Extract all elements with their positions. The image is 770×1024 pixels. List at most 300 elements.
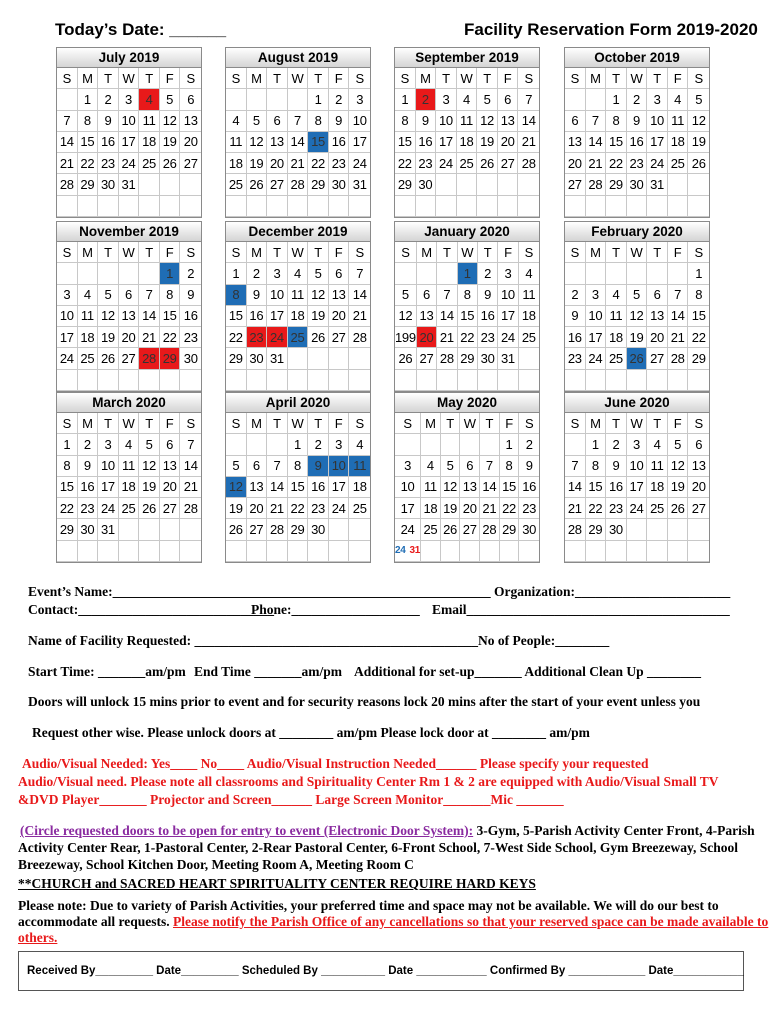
doors-list-3[interactable]: Breezeway, School Kitchen Door, Meeting Room A, Meeting Room C	[18, 857, 414, 872]
day-cell[interactable]: 13	[247, 477, 268, 498]
day-cell[interactable]: 18	[139, 132, 160, 153]
day-cell[interactable]: 23	[519, 498, 539, 519]
day-cell[interactable]: 29	[226, 348, 247, 369]
day-cell[interactable]: 4	[668, 89, 689, 110]
day-cell[interactable]: 2	[180, 263, 201, 284]
day-cell[interactable]: 2	[78, 434, 99, 455]
day-cell[interactable]: 11	[349, 456, 370, 477]
day-cell[interactable]: 24	[98, 498, 119, 519]
day-cell[interactable]: 5	[688, 89, 709, 110]
day-cell[interactable]: 8	[226, 285, 247, 306]
day-cell[interactable]: 27	[417, 348, 437, 369]
day-cell[interactable]: 10	[98, 456, 119, 477]
event-name-field[interactable]: Event’s Name:________________________________________________________ Organization:_______________________	[28, 584, 731, 599]
day-cell[interactable]: 8	[395, 111, 416, 132]
day-cell[interactable]: 22	[226, 327, 247, 348]
setup-cleanup-field[interactable]: Additional for set-up_______ Additional Clean Up ________	[354, 664, 702, 679]
day-cell[interactable]: 22	[606, 153, 627, 174]
day-cell[interactable]: 27	[329, 327, 350, 348]
day-cell[interactable]: 22	[688, 327, 709, 348]
day-cell[interactable]: 26	[247, 174, 268, 195]
office-use-fields[interactable]: Received By_________ Date_________ Scheduled By __________ Date ___________ Confirmed By ____________ Date___________	[27, 965, 744, 977]
day-cell[interactable]: 5	[98, 285, 119, 306]
day-cell[interactable]: 2	[565, 285, 586, 306]
day-cell[interactable]: 10	[267, 285, 288, 306]
day-cell[interactable]: 13	[565, 132, 586, 153]
day-cell[interactable]: 29	[395, 174, 416, 195]
day-cell[interactable]: 29	[288, 519, 309, 540]
day-cell[interactable]: 25	[606, 348, 627, 369]
day-cell[interactable]: 17	[436, 132, 457, 153]
day-cell[interactable]: 3	[395, 456, 421, 477]
day-cell[interactable]: 26	[226, 519, 247, 540]
day-cell[interactable]: 8	[500, 456, 520, 477]
day-cell[interactable]: 16	[478, 306, 498, 327]
day-cell[interactable]: 12	[139, 456, 160, 477]
day-cell[interactable]: 17	[267, 306, 288, 327]
day-cell[interactable]: 22	[160, 327, 181, 348]
day-cell[interactable]: 15	[57, 477, 78, 498]
day-cell[interactable]: 14	[518, 111, 539, 132]
day-cell[interactable]: 27	[160, 498, 181, 519]
day-cell[interactable]: 1	[586, 434, 607, 455]
day-cell[interactable]: 5	[477, 89, 498, 110]
day-cell[interactable]: 21	[565, 498, 586, 519]
day-cell[interactable]: 6	[417, 285, 437, 306]
day-cell[interactable]: 21	[518, 132, 539, 153]
day-cell[interactable]: 19	[308, 306, 329, 327]
day-cell[interactable]: 28	[437, 348, 457, 369]
day-cell[interactable]: 11	[226, 132, 247, 153]
day-cell[interactable]: 31	[119, 174, 140, 195]
day-cell[interactable]: 27	[460, 519, 480, 540]
day-cell[interactable]: 4	[119, 434, 140, 455]
day-cell[interactable]: 15	[688, 306, 709, 327]
day-cell[interactable]: 26	[98, 348, 119, 369]
day-cell[interactable]: 11	[668, 111, 689, 132]
door-times-field[interactable]: Request other wise. Please unlock doors at ________ am/pm Please lock door at ________ am/pm	[32, 725, 590, 740]
day-cell[interactable]: 8	[586, 456, 607, 477]
day-cell[interactable]: 22	[458, 327, 478, 348]
day-cell[interactable]: 15	[395, 132, 416, 153]
day-cell[interactable]: 21	[480, 498, 500, 519]
day-cell[interactable]: 20	[160, 477, 181, 498]
day-cell[interactable]: 15	[78, 132, 99, 153]
day-cell[interactable]: 4	[288, 263, 309, 284]
day-cell[interactable]: 19	[139, 477, 160, 498]
day-cell[interactable]: 14	[480, 477, 500, 498]
day-cell[interactable]: 16	[627, 132, 648, 153]
day-cell[interactable]: 7	[565, 456, 586, 477]
day-cell[interactable]: 28	[57, 174, 78, 195]
day-cell[interactable]: 7	[437, 285, 457, 306]
day-cell[interactable]: 14	[267, 477, 288, 498]
day-cell[interactable]: 20	[460, 498, 480, 519]
day-cell[interactable]: 18	[349, 477, 370, 498]
day-cell[interactable]: 4	[139, 89, 160, 110]
day-cell[interactable]: 31	[498, 348, 518, 369]
day-cell[interactable]: 12	[441, 477, 461, 498]
day-cell[interactable]: 26	[477, 153, 498, 174]
day-cell[interactable]: 30	[78, 519, 99, 540]
day-cell[interactable]: 15	[226, 306, 247, 327]
day-cell[interactable]: 7	[668, 285, 689, 306]
day-cell[interactable]: 6	[460, 456, 480, 477]
day-cell[interactable]: 19	[98, 327, 119, 348]
day-cell[interactable]: 12	[477, 111, 498, 132]
day-cell[interactable]: 28	[180, 498, 201, 519]
day-cell[interactable]: 2	[308, 434, 329, 455]
day-cell[interactable]: 2	[627, 89, 648, 110]
day-cell[interactable]: 18	[519, 306, 539, 327]
day-cell[interactable]: 12	[688, 111, 709, 132]
day-cell[interactable]: 23	[308, 498, 329, 519]
day-cell[interactable]: 17	[395, 498, 421, 519]
day-cell[interactable]: 24	[267, 327, 288, 348]
day-cell[interactable]: 10	[329, 456, 350, 477]
day-cell[interactable]: 14	[180, 456, 201, 477]
day-cell[interactable]: 13	[180, 111, 201, 132]
day-cell[interactable]: 14	[139, 306, 160, 327]
day-cell[interactable]: 28	[139, 348, 160, 369]
day-cell[interactable]: 5	[139, 434, 160, 455]
day-cell[interactable]: 25	[119, 498, 140, 519]
day-cell[interactable]: 21	[139, 327, 160, 348]
day-cell[interactable]: 19	[668, 477, 689, 498]
day-cell[interactable]: 3	[498, 263, 518, 284]
day-cell[interactable]: 21	[668, 327, 689, 348]
day-cell[interactable]: 14	[565, 477, 586, 498]
day-cell[interactable]: 15	[160, 306, 181, 327]
day-cell[interactable]: 7	[518, 89, 539, 110]
day-cell[interactable]: 14	[57, 132, 78, 153]
day-cell[interactable]: 23	[78, 498, 99, 519]
day-cell[interactable]: 23	[98, 153, 119, 174]
day-cell[interactable]: 10	[586, 306, 607, 327]
day-cell[interactable]: 11	[606, 306, 627, 327]
day-cell[interactable]: 5	[441, 456, 461, 477]
day-cell[interactable]: 4	[519, 263, 539, 284]
day-cell[interactable]: 30	[606, 519, 627, 540]
day-cell[interactable]: 16	[247, 306, 268, 327]
day-cell[interactable]: 6	[247, 456, 268, 477]
day-cell[interactable]: 17	[57, 327, 78, 348]
doors-list-1[interactable]: 3-Gym, 5-Parish Activity Center Front, 4-Parish	[473, 823, 755, 838]
contact-field[interactable]: Contact:_____________________________	[28, 602, 274, 617]
day-cell[interactable]: 6	[180, 89, 201, 110]
day-cell[interactable]: 1	[606, 89, 627, 110]
day-cell[interactable]: 1	[160, 263, 181, 284]
day-cell[interactable]: 19	[688, 132, 709, 153]
day-cell[interactable]: 14	[437, 306, 457, 327]
day-cell[interactable]: 20	[417, 327, 437, 348]
day-cell[interactable]: 31	[647, 174, 668, 195]
day-cell[interactable]: 9	[416, 111, 437, 132]
day-cell[interactable]: 10	[627, 456, 648, 477]
day-cell[interactable]: 23	[329, 153, 350, 174]
day-cell[interactable]: 11	[139, 111, 160, 132]
day-cell[interactable]: 1	[500, 434, 520, 455]
day-cell[interactable]: 24	[395, 519, 421, 540]
day-cell[interactable]: 6	[498, 89, 519, 110]
day-cell[interactable]: 12	[627, 306, 648, 327]
day-cell[interactable]: 2	[329, 89, 350, 110]
day-cell[interactable]: 29	[688, 348, 709, 369]
day-cell[interactable]: 24	[647, 153, 668, 174]
day-cell[interactable]: 30	[308, 519, 329, 540]
day-cell[interactable]: 12	[247, 132, 268, 153]
day-cell[interactable]: 3	[98, 434, 119, 455]
day-cell[interactable]: 18	[226, 153, 247, 174]
day-cell[interactable]: 23	[416, 153, 437, 174]
day-cell[interactable]: 27	[267, 174, 288, 195]
day-cell[interactable]: 8	[288, 456, 309, 477]
day-cell[interactable]: 30	[180, 348, 201, 369]
day-cell[interactable]: 7	[480, 456, 500, 477]
day-cell[interactable]: 7	[180, 434, 201, 455]
day-cell[interactable]: 23	[247, 327, 268, 348]
day-cell[interactable]: 9	[98, 111, 119, 132]
day-cell[interactable]: 19	[477, 132, 498, 153]
day-cell[interactable]: 1	[78, 89, 99, 110]
day-cell[interactable]: 9	[308, 456, 329, 477]
day-cell[interactable]: 2	[606, 434, 627, 455]
day-cell[interactable]: 27	[119, 348, 140, 369]
day-cell[interactable]: 7	[349, 263, 370, 284]
day-cell[interactable]: 12	[308, 285, 329, 306]
day-cell[interactable]: 19	[627, 327, 648, 348]
day-cell[interactable]: 12	[226, 477, 247, 498]
day-cell[interactable]: 16	[416, 132, 437, 153]
day-cell[interactable]: 29	[308, 174, 329, 195]
day-cell[interactable]: 17	[349, 132, 370, 153]
day-cell[interactable]: 3	[586, 285, 607, 306]
day-cell[interactable]: 11	[119, 456, 140, 477]
day-cell[interactable]: 10	[647, 111, 668, 132]
day-cell[interactable]: 24	[57, 348, 78, 369]
day-cell[interactable]: 1	[688, 263, 709, 284]
day-cell[interactable]: 20	[329, 306, 350, 327]
day-cell[interactable]: 26	[139, 498, 160, 519]
day-cell[interactable]: 18	[668, 132, 689, 153]
day-cell[interactable]: 28	[565, 519, 586, 540]
day-cell[interactable]: 26	[308, 327, 329, 348]
start-time-field[interactable]: Start Time: _______am/pm	[28, 664, 186, 679]
day-cell[interactable]: 17	[647, 132, 668, 153]
day-cell[interactable]: 5	[160, 89, 181, 110]
day-cell[interactable]: 10	[57, 306, 78, 327]
day-cell[interactable]: 3	[119, 89, 140, 110]
day-cell[interactable]: 19	[226, 498, 247, 519]
day-cell[interactable]: 16	[308, 477, 329, 498]
phone-field[interactable]: Phone:___________________	[251, 602, 420, 617]
day-cell[interactable]: 9	[627, 111, 648, 132]
day-cell[interactable]: 22	[586, 498, 607, 519]
day-cell[interactable]: 20	[119, 327, 140, 348]
day-cell[interactable]: 1	[458, 263, 478, 284]
day-cell[interactable]: 10	[349, 111, 370, 132]
day-cell[interactable]: 11	[647, 456, 668, 477]
day-cell[interactable]: 11	[421, 477, 441, 498]
day-cell[interactable]: 19	[247, 153, 268, 174]
day-cell[interactable]: 30	[478, 348, 498, 369]
day-cell[interactable]: 12	[668, 456, 689, 477]
day-cell[interactable]: 8	[78, 111, 99, 132]
day-cell[interactable]: 25	[78, 348, 99, 369]
day-cell[interactable]: 24	[349, 153, 370, 174]
day-cell[interactable]: 24	[498, 327, 518, 348]
day-cell[interactable]: 7	[57, 111, 78, 132]
day-cell[interactable]: 9	[519, 456, 539, 477]
day-cell[interactable]: 23	[565, 348, 586, 369]
day-cell[interactable]: 28	[668, 348, 689, 369]
day-cell[interactable]: 13	[329, 285, 350, 306]
day-cell[interactable]: 22	[500, 498, 520, 519]
day-cell[interactable]: 4	[647, 434, 668, 455]
av-needed-line[interactable]: Audio/Visual Needed: Yes____ No____ Audio/Visual Instruction Needed______ Please specify your requested	[22, 756, 649, 771]
day-cell[interactable]: 1	[57, 434, 78, 455]
day-cell[interactable]: 3	[647, 89, 668, 110]
day-cell[interactable]: 3	[436, 89, 457, 110]
day-cell[interactable]: 13	[119, 306, 140, 327]
day-cell[interactable]: 6	[565, 111, 586, 132]
day-cell[interactable]: 27	[688, 498, 709, 519]
day-cell[interactable]: 14	[668, 306, 689, 327]
day-cell[interactable]: 1	[395, 89, 416, 110]
day-cell[interactable]: 29	[586, 519, 607, 540]
day-cell[interactable]: 11	[78, 306, 99, 327]
day-cell[interactable]: 13	[417, 306, 437, 327]
day-cell[interactable]: 8	[458, 285, 478, 306]
day-cell[interactable]: 16	[519, 477, 539, 498]
day-cell[interactable]: 11	[457, 111, 478, 132]
day-cell[interactable]: 4	[349, 434, 370, 455]
day-cell[interactable]: 18	[119, 477, 140, 498]
day-cell[interactable]: 25	[519, 327, 539, 348]
day-cell[interactable]: 6	[647, 285, 668, 306]
day-cell[interactable]: 21	[180, 477, 201, 498]
day-cell[interactable]: 20	[647, 327, 668, 348]
day-cell[interactable]: 14	[288, 132, 309, 153]
day-cell[interactable]: 5	[627, 285, 648, 306]
day-cell[interactable]: 9	[78, 456, 99, 477]
day-cell[interactable]: 8	[308, 111, 329, 132]
day-cell[interactable]: 29	[78, 174, 99, 195]
day-cell[interactable]: 13	[160, 456, 181, 477]
day-cell[interactable]: 21	[267, 498, 288, 519]
may-24-31-cell[interactable]	[395, 541, 421, 562]
day-cell[interactable]: 5	[308, 263, 329, 284]
doors-list-2[interactable]: Activity Center Rear, 1-Pastoral Center, 2-Rear Pastoral Center, 6-Front School, 7-West Side School, Gym Breezeway, School	[18, 840, 739, 855]
day-cell[interactable]: 25	[421, 519, 441, 540]
day-cell[interactable]: 16	[98, 132, 119, 153]
day-cell[interactable]: 15	[586, 477, 607, 498]
day-cell[interactable]: 25	[139, 153, 160, 174]
day-cell[interactable]: 29	[160, 348, 181, 369]
day-cell[interactable]: 16	[565, 327, 586, 348]
day-cell[interactable]: 29	[606, 174, 627, 195]
day-cell[interactable]: 30	[627, 174, 648, 195]
day-cell[interactable]: 2	[519, 434, 539, 455]
day-cell[interactable]: 18	[647, 477, 668, 498]
day-cell[interactable]: 21	[437, 327, 457, 348]
day-cell[interactable]: 10	[498, 285, 518, 306]
day-cell[interactable]: 25	[226, 174, 247, 195]
day-cell[interactable]: 9	[247, 285, 268, 306]
day-cell[interactable]: 1	[226, 263, 247, 284]
day-cell[interactable]: 21	[57, 153, 78, 174]
day-cell[interactable]: 1	[288, 434, 309, 455]
day-cell[interactable]: 16	[606, 477, 627, 498]
day-cell[interactable]: 5	[395, 285, 417, 306]
day-cell[interactable]: 18	[457, 132, 478, 153]
day-cell[interactable]: 16	[78, 477, 99, 498]
day-cell[interactable]: 15	[308, 132, 329, 153]
day-cell[interactable]: 27	[565, 174, 586, 195]
day-cell[interactable]: 25	[349, 498, 370, 519]
day-cell[interactable]: 9	[478, 285, 498, 306]
day-cell[interactable]: 17	[329, 477, 350, 498]
day-cell[interactable]: 13	[688, 456, 709, 477]
day-cell[interactable]: 29	[500, 519, 520, 540]
day-cell[interactable]: 6	[329, 263, 350, 284]
day-cell[interactable]: 21	[586, 153, 607, 174]
day-cell[interactable]: 8	[57, 456, 78, 477]
day-cell[interactable]: 10	[436, 111, 457, 132]
day-cell[interactable]: 17	[98, 477, 119, 498]
day-cell[interactable]: 6	[688, 434, 709, 455]
day-cell[interactable]: 2	[416, 89, 437, 110]
day-cell[interactable]: 15	[288, 477, 309, 498]
day-cell[interactable]: 20	[688, 477, 709, 498]
day-cell[interactable]: 7	[267, 456, 288, 477]
day-cell[interactable]: 24	[436, 153, 457, 174]
day-cell[interactable]: 26	[395, 348, 417, 369]
day-cell[interactable]: 2	[478, 263, 498, 284]
day-cell[interactable]: 31	[267, 348, 288, 369]
day-cell[interactable]: 18	[421, 498, 441, 519]
day-cell[interactable]: 23	[627, 153, 648, 174]
day-cell[interactable]: 22	[395, 153, 416, 174]
day-cell[interactable]: 8	[606, 111, 627, 132]
day-cell[interactable]: 25	[288, 327, 309, 348]
day-cell[interactable]: 16	[180, 306, 201, 327]
day-cell[interactable]: 27	[247, 519, 268, 540]
day-cell[interactable]: 5	[247, 111, 268, 132]
day-cell[interactable]: 3	[349, 89, 370, 110]
day-cell[interactable]: 16	[329, 132, 350, 153]
day-cell[interactable]: 11	[288, 285, 309, 306]
email-field[interactable]: Email_______________________________________	[432, 602, 730, 617]
day-cell[interactable]: 5	[668, 434, 689, 455]
day-cell[interactable]: 17	[586, 327, 607, 348]
day-cell[interactable]: 20	[247, 498, 268, 519]
day-cell[interactable]: 10	[395, 477, 421, 498]
av-options-line[interactable]: &DVD Player_______ Projector and Screen______ Large Screen Monitor_______Mic _______	[18, 792, 564, 807]
day-cell[interactable]: 4	[421, 456, 441, 477]
day-cell[interactable]: 2	[98, 89, 119, 110]
day-cell[interactable]: 25	[457, 153, 478, 174]
day-cell[interactable]: 24	[119, 153, 140, 174]
day-cell[interactable]: 199	[395, 327, 417, 348]
day-cell[interactable]: 8	[688, 285, 709, 306]
day-cell[interactable]: 8	[160, 285, 181, 306]
day-cell[interactable]: 28	[586, 174, 607, 195]
day-cell[interactable]: 22	[308, 153, 329, 174]
day-cell[interactable]: 29	[458, 348, 478, 369]
day-cell[interactable]: 17	[498, 306, 518, 327]
facility-field[interactable]: Name of Facility Requested: __________________________________________No of People:________	[28, 633, 610, 648]
